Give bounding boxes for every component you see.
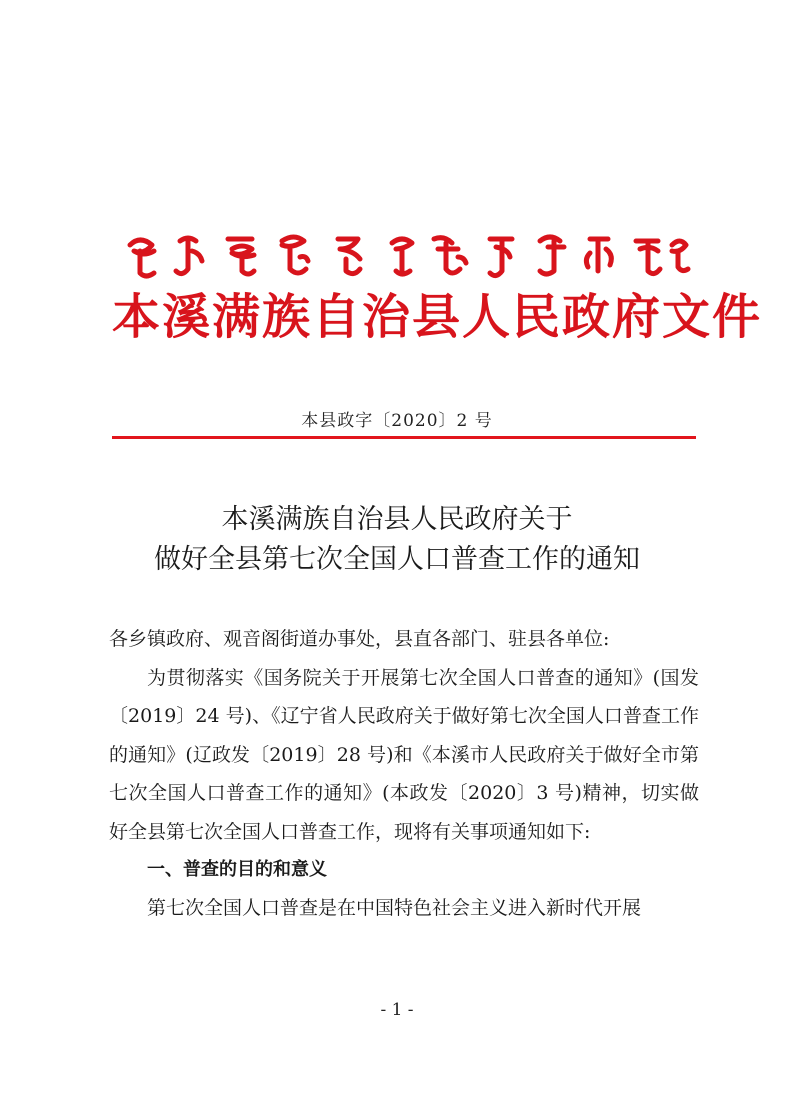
body-paragraph: 第七次全国人口普查是在中国特色社会主义进入新时代开展 bbox=[147, 897, 642, 919]
document-number: 本县政字〔2020〕2 号 bbox=[301, 411, 493, 431]
body-paragraph: 为贯彻落实《国务院关于开展第七次全国人口普查的通知》(国发〔2019〕24 号)、《辽宁省人民政府关于做好第七次全国人口普查工作的通知》(辽政发〔2019〕28 号)和《本溪市人民政府关于做好全市第七次全国人口普查工作的通知》(本政发〔2020〕3 号)精神，切实做好全县第七次全国人口普查工作，现将有关事项通知如下: bbox=[109, 666, 699, 843]
letterhead bbox=[112, 215, 763, 355]
page-number: - 1 - bbox=[380, 1000, 414, 1020]
section-heading: 一、普查的目的和意义 bbox=[147, 859, 327, 880]
masthead-title: 本溪满族自治县人民政府文件 bbox=[112, 289, 763, 345]
document-title-line-1: 本溪满族自治县人民政府关于 bbox=[221, 504, 573, 535]
document-title bbox=[0, 500, 794, 580]
red-divider-line bbox=[112, 436, 696, 439]
document-title-line-2: 做好全县第七次全国人口普查工作的通知 bbox=[154, 544, 640, 575]
salutation: 各乡镇政府、观音阁街道办事处，县直各部门、驻县各单位: bbox=[109, 628, 610, 650]
document-body bbox=[109, 620, 699, 928]
manchu-script-icon bbox=[120, 227, 692, 283]
